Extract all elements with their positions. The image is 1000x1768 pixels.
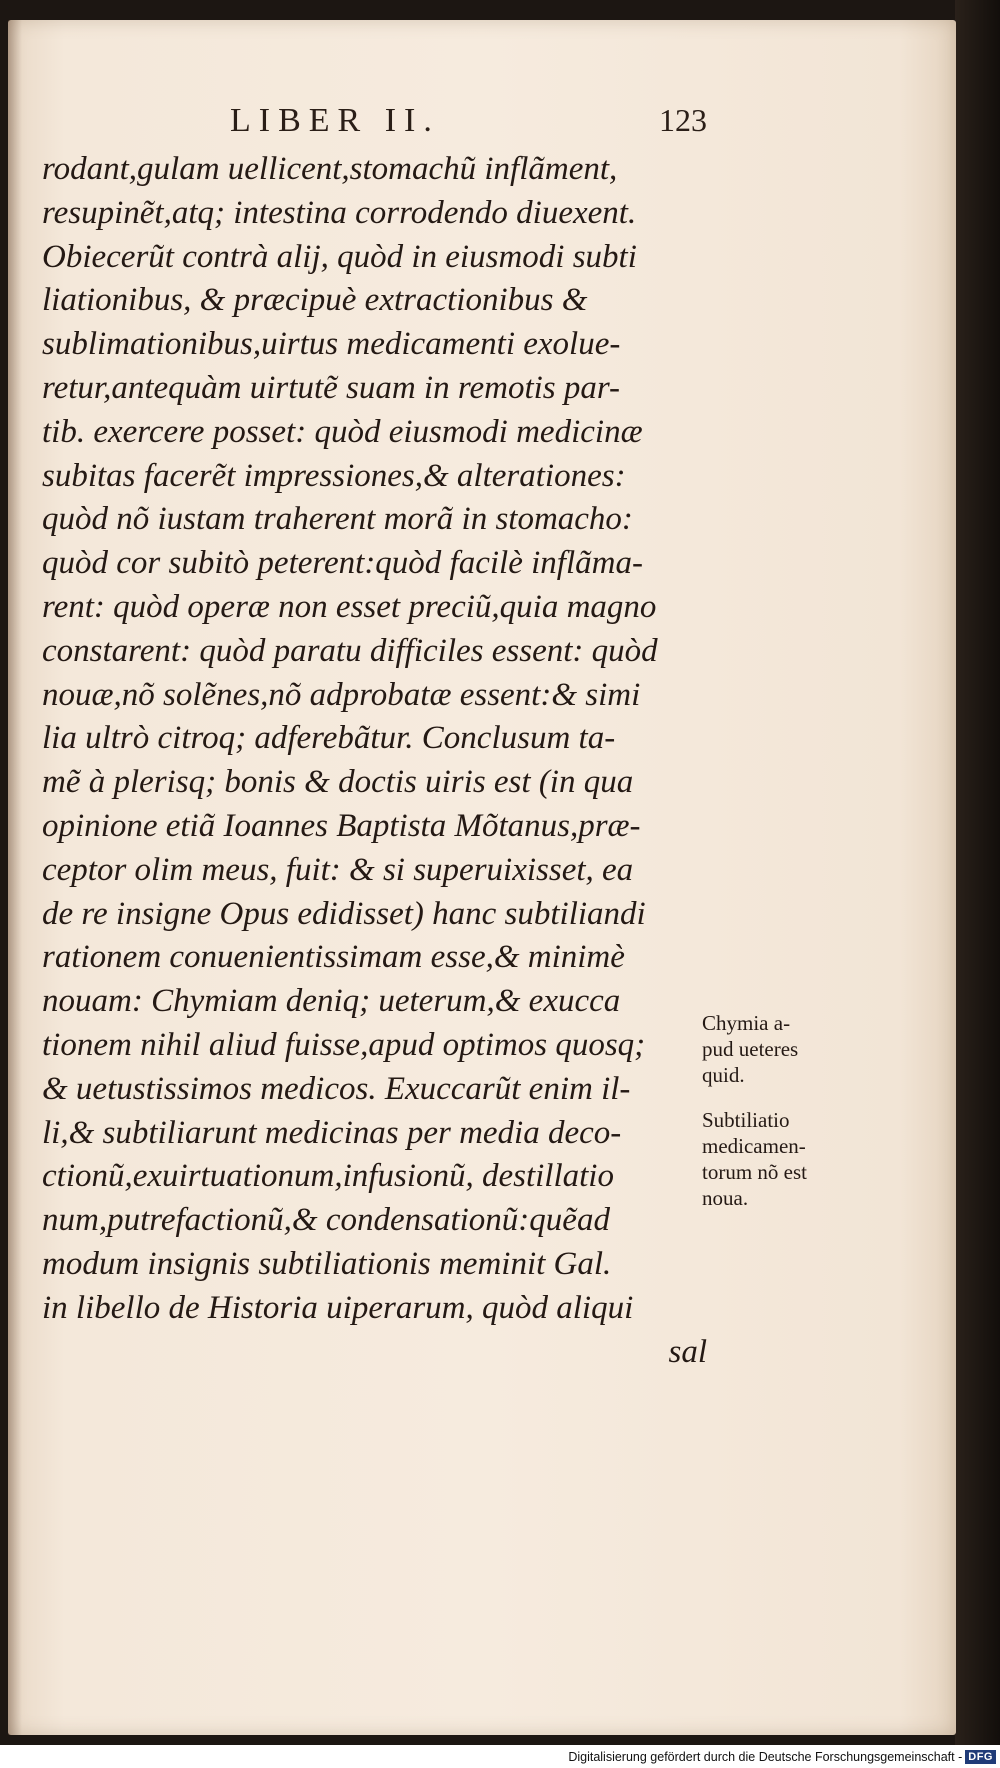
text-line: tib. exercere posset: quòd eiusmodi medicinæ: [42, 413, 643, 450]
marginal-note-line: noua.: [702, 1186, 749, 1210]
text-line: tionem nihil aliud fuisse,apud optimos quosq;: [42, 1026, 646, 1063]
text-line: nouæ,nõ solẽnes,nõ adprobatæ essent:& simi: [42, 676, 641, 713]
text-line: quòd cor subitò peterent:quòd facilè inflãma-: [42, 545, 643, 582]
text-line: lia ultrò citroq; adferebãtur. Conclusum ta-: [42, 720, 616, 757]
marginal-note-chymia: [702, 1010, 852, 1088]
text-line: rationem conuenientissimam esse,& minimè: [42, 939, 625, 976]
credit-text: Digitalisierung gefördert durch die Deutsche Forschungsgemeinschaft -: [568, 1750, 963, 1764]
text-line: ceptor olim meus, fuit: & si superuixisset, ea: [42, 851, 634, 888]
text-line: li,& subtiliarunt medicinas per media deco-: [42, 1114, 622, 1151]
marginal-note-line: torum nõ est: [702, 1160, 807, 1184]
text-line: modum insignis subtiliationis meminit Gal.: [42, 1245, 612, 1282]
text-line: liationibus, & præcipuè extractionibus &: [42, 282, 588, 319]
text-line: constarent: quòd paratu difficiles essent: quòd: [42, 632, 658, 669]
text-line: resupinẽt,atq; intestina corrodendo diuexent.: [42, 194, 637, 231]
text-line: subitas facerẽt impressiones,& alterationes:: [42, 457, 626, 494]
catchword: sal: [668, 1333, 707, 1370]
text-line: rent: quòd operæ non esset preciũ,quia magno: [42, 588, 657, 625]
main-text-block: [42, 148, 707, 1374]
book-edge: [955, 0, 1000, 1745]
text-line: ctionũ,exuirtuationum,infusionũ, destillatio: [42, 1158, 614, 1195]
page-number: 123: [659, 102, 707, 138]
text-line: sublimationibus,uirtus medicamenti exolue-: [42, 326, 621, 363]
marginal-note-line: pud ueteres: [702, 1037, 799, 1061]
running-head: [40, 102, 705, 142]
text-line: num,putrefactionũ,& condensationũ:quẽad: [42, 1202, 610, 1239]
marginal-note-line: Subtiliatio: [702, 1108, 790, 1132]
text-line: mẽ à plerisq; bonis & doctis uiris est (in qua: [42, 764, 634, 801]
text-line: quòd nõ iustam traherent morã in stomacho:: [42, 501, 633, 538]
dfg-logo[interactable]: DFG: [965, 1750, 996, 1764]
text-line: retur,antequàm uirtutẽ suam in remotis par-: [42, 369, 621, 406]
marginal-note-line: medicamen-: [702, 1134, 806, 1158]
running-title: LIBER II.: [230, 102, 440, 139]
text-line: in libello de Historia uiperarum, quòd aliqui: [42, 1289, 634, 1326]
text-line: Obiecerũt contrà alij, quòd in eiusmodi subti: [42, 238, 637, 275]
digitization-credit: [568, 1748, 996, 1766]
text-line: & uetustissimos medicos. Exuccarũt enim il-: [42, 1070, 631, 1107]
marginal-note-subtiliatio: [702, 1107, 852, 1211]
marginal-note-line: quid.: [702, 1063, 745, 1087]
text-line: de re insigne Opus edidisset) hanc subtiliandi: [42, 895, 646, 932]
text-line: opinione etiã Ioannes Baptista Mõtanus,præ-: [42, 807, 641, 844]
text-line: nouam: Chymiam deniq; ueterum,& exucca: [42, 983, 621, 1020]
marginal-note-line: Chymia a-: [702, 1011, 791, 1035]
text-line: rodant,gulam uellicent,stomachũ inflãment,: [42, 151, 618, 187]
spine-shadow: [8, 20, 22, 1735]
